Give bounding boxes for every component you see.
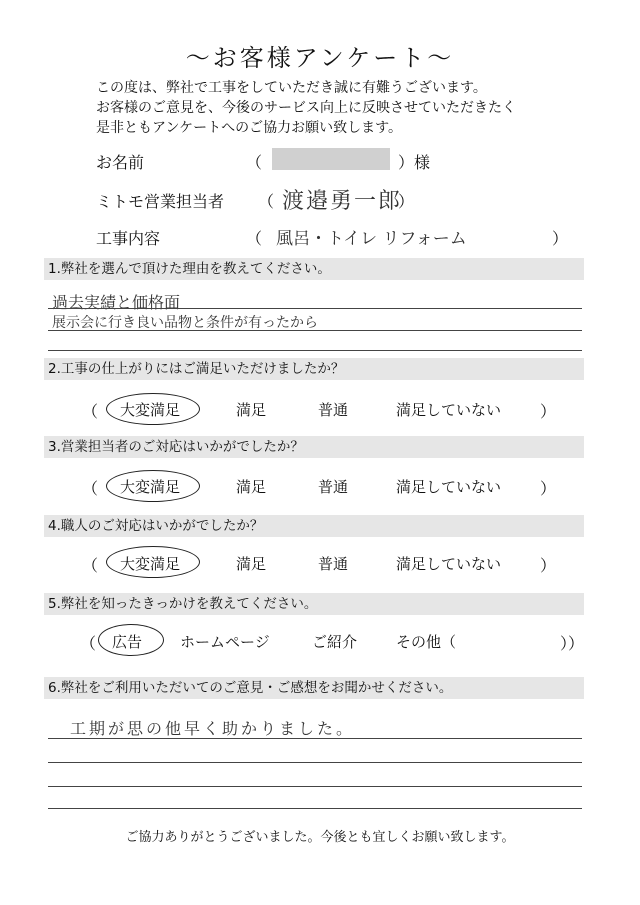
work-content-paren-close: ）	[552, 229, 569, 248]
work-content-label: 工事内容	[96, 229, 161, 248]
option-neutral[interactable]: 普通	[318, 478, 349, 496]
intro-line-1: この度は、弊社で工事をしていただき誠に有難うございます。	[96, 80, 487, 96]
question-3-header: 3.営業担当者のご対応はいかがでしたか？	[44, 436, 584, 458]
option-not-satisfied[interactable]: 満足していない	[396, 478, 502, 496]
name-paren-open: （	[246, 153, 263, 172]
paren-close-double: ））	[560, 634, 585, 653]
work-content-value[interactable]: 風呂・トイレ リフォーム	[276, 229, 467, 249]
sales-rep-value[interactable]: 渡邉勇一郎	[282, 189, 403, 214]
name-label: お名前	[96, 153, 145, 172]
answer-rule	[48, 808, 582, 809]
question-1-answer-line-2[interactable]: 展示会に行き良い品物と条件が有ったから	[52, 315, 318, 331]
answer-rule	[48, 308, 582, 309]
option-neutral[interactable]: 普通	[318, 401, 349, 419]
work-content-paren-open: （	[246, 229, 263, 248]
question-6-header: 6.弊社をご利用いただいてのご意見・ご感想をお聞かせください。	[44, 677, 584, 699]
option-other[interactable]: その他（	[396, 633, 457, 651]
option-not-satisfied[interactable]: 満足していない	[396, 555, 502, 573]
name-redacted-field[interactable]	[272, 148, 390, 170]
option-neutral[interactable]: 普通	[318, 555, 349, 573]
paren-close: ）	[540, 556, 557, 575]
intro-line-3: 是非ともアンケートへのご協力お願い致します。	[96, 120, 403, 136]
paren-open: （	[82, 402, 99, 421]
sales-rep-paren-close: ）	[398, 192, 415, 211]
paren-close: ）	[540, 402, 557, 421]
answer-rule	[48, 330, 582, 331]
option-referral[interactable]: ご紹介	[312, 633, 358, 651]
option-satisfied[interactable]: 満足	[236, 555, 267, 573]
paren-open: （	[82, 479, 99, 498]
intro-text	[96, 78, 616, 138]
question-1-answer-line-1[interactable]: 過去実績と価格面	[52, 293, 181, 312]
question-5-header: 5.弊社を知ったきっかけを教えてください。	[44, 593, 584, 615]
paren-open: （	[82, 556, 99, 575]
option-very-satisfied[interactable]: 大変満足	[120, 401, 181, 419]
answer-rule	[48, 786, 582, 787]
footer-thanks: ご協力ありがとうございました。今後とも宜しくお願い致します。	[125, 830, 515, 845]
option-advertisement[interactable]: 広告	[112, 633, 143, 651]
paren-close: ）	[540, 479, 557, 498]
option-homepage[interactable]: ホームページ	[180, 633, 270, 651]
name-suffix: ）様	[398, 153, 431, 172]
option-not-satisfied[interactable]: 満足していない	[396, 401, 502, 419]
answer-rule	[48, 350, 582, 351]
paren-open: （	[80, 634, 97, 653]
intro-line-2: お客様のご意見を、今後のサービス向上に反映させていただきたく	[96, 100, 516, 116]
question-1-header: 1.弊社を選んで頂けた理由を教えてください。	[44, 258, 584, 280]
question-6-answer-line-1[interactable]: 工期が思の他早く助かりました。	[70, 719, 356, 738]
option-satisfied[interactable]: 満足	[236, 478, 267, 496]
option-satisfied[interactable]: 満足	[236, 401, 267, 419]
question-2-header: 2.工事の仕上がりにはご満足いただけましたか？	[44, 358, 584, 380]
answer-rule	[48, 762, 582, 763]
sales-rep-label: ミトモ営業担当者	[96, 192, 225, 211]
survey-title: ～お客様アンケート～	[185, 44, 455, 72]
option-very-satisfied[interactable]: 大変満足	[120, 555, 181, 573]
option-very-satisfied[interactable]: 大変満足	[120, 478, 181, 496]
answer-rule	[48, 738, 582, 739]
sales-rep-paren-open: （	[258, 192, 275, 211]
question-4-header: 4.職人のご対応はいかがでしたか？	[44, 515, 584, 537]
